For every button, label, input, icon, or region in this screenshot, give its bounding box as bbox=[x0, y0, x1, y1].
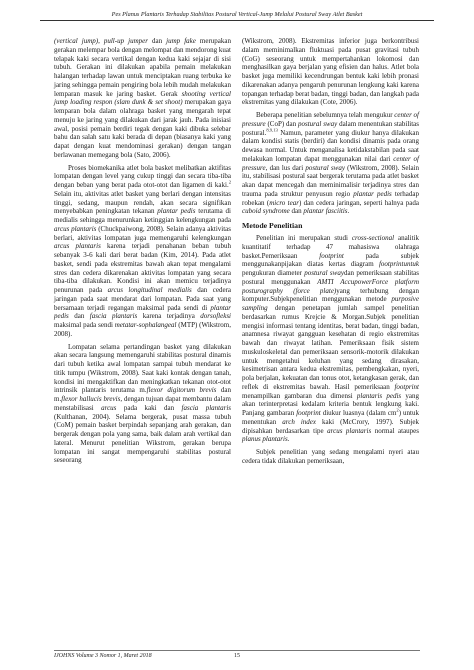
paragraph: Beberapa penelitian sebelumnya telah mengukur center of pressure (CoP) dan postural sway dalam menentukan stabilitas postural.$^{8,9,13}$ Namun, parameter yang diukur hanya dilakukan dalam kondisi statis (berdiri) dan kondisi dinamis pada orang dewasa normal. Untuk menganalisa ketidakstabilan pada saat melakukan lompatan dapat menggunakan nilai dari center of pressure, dan lus dari postural sway (Wikstrom, 2008). Selain itu, stabilisasi postural saat bergerak terutama pada atlet basket akan dapat mencegah dan meminimalisir terjadinya stres dan trauma pada struktur penyusun regio plantar pedis terhadap robekan (micro tear) dan cedera jaringan, seperti halnya pada cuboid syndrome dan plantar fasciitis. bbox=[242, 111, 420, 216]
right-column bbox=[242, 37, 419, 470]
journal-citation: IJOHNS Volume 3 Nomor 1, Maret 2018 bbox=[54, 653, 152, 659]
paragraph: Lompatan selama pertandingan basket yang dilakukan akan secara langsung memengaruhi stabilitas postural dinamis dari tubuh ketika awal lompatan sampai tubuh mendarat ke titik tumpu (Wikstrom, 2008). Saat kaki kontak dengan tanah, kondisi ini mengaktifkan dan meningkatkan tekanan otot-otot intrinsik plantaris terutama m.flexor digitorum brevis dan m.flexor hallucis brevis, dengan tujuan dapat membantu dalam menstabilisasi arcus pada kaki dan fascia plantaris (Kulthanan, 2004). Selama bergerak, pusat massa tubuh (CoM) pemain basket berpindah sepanjang arah gerakan, dan bergerak dengan pola yang sama, baik dalam arah vertikal dan lateral. Menurut penelitian Wikstrom, gerakan berupa lompatan ini sangat mempengaruhi stabilitas postural seseorang bbox=[54, 342, 231, 465]
paragraph: Subjek penelitian yang sedang mengalami nyeri atau cedera tidak dilakukan pemeriksaan, bbox=[242, 448, 419, 465]
paragraph: Penelitian ini merupakan studi cross-sectional analitik kuantitatif terhadap 47 mahasiswa olahraga basket.Pemeriksaan footprint pada subjek menggunakanpijakan diatas kertas diagram footprintuntuk pengukuran diameter postural swaydan pemeriksaan stabilitas postural menggunakan AMTI AccupowerForce platform posturography (force plate)yang terhubung dengan komputer.Subjekpenelitian menggunakan metode purposive sampling dengan penetapan jumlah sampel penelitian berdasarkan rumus Krejcie & Morgan.Subjek penelitian mengisi informasi tentang identitas, berat badan, tinggi badan, anamnesa riwayat gangguan kesehatan di regio ekstremitas bawah dan riwayat latihan. Pemeriksaan fisik sistem muskuloskeletal dan pemeriksaan sensorik-motorik dilakukan untuk mengetahui keluhan yang sedang dirasakan, kesimetrisan antara kedua ekstremitas, pembengkakan, nyeri, pola berjalan, kekuatan dan tonus otot, ketangkasan gerak, dan reflek di ekstremitas bawah. Hasil pemeriksaan footprint menampilkan gambaran dua dimensi plantaris pedis yang akan terinterpretasi kedalam kriteria bentuk lengkung kaki. Panjang gambaran footprint diukur luasnya (dalam $cm^2$) untuk menentukan arch index kaki (McCrory, 1997). Subjek dipisahkan berdasarkan tipe arcus plantaris normal ataupes planus plantaris. bbox=[242, 234, 420, 444]
left-column bbox=[54, 37, 231, 469]
page-footer bbox=[54, 650, 420, 659]
paragraph: Proses biomekanika atlet bola basket melibatkan aktifitas lompatan dengan level yang cukup tinggi dan secara tiba-tiba dengan beban yang berat pada otot-otot dan ligamen di kaki.$^2$ Selain itu, aktivitas atlet basket yang berlari dengan intensitas tinggi, sedang, maupun rendah, akan secara signifikan menyebabkan peningkatan tekanan plantar pedis terutama di medialis sehingga menurunkan ketinggian kelengkungan pada arcus plantaris (Chuckpaiwong, 2008). Selain adanya aktivitas berlari, aktivitas lompatan juga memengaruhi kelengkungan arcus plantaris karena terjadi penahanan beban tubuh sebanyak 3-6 kali dari berat badan (Kim, 2014). Pada atlet basket, sendi pada ekstremitas bawah akan tepat mengalami stres dan cedera dikarenakan aktivitas lompatan yang secara tiba-tiba dilakukan. Kondisi ini akan memicu terjadinya penurunan pada arcus longitudinal medialis dan cedera jaringan pada saat mendarat dari lompatan. Pada saat yang bersamaan terjadi regangan maksimal pada sendi di plantar pedis dan fascia plantaris karena terjadinya dorsofleksi maksimal pada sendi metatar-sophalangeal (MTP) (Wikstrom, 2008). bbox=[54, 163, 232, 338]
paragraph: (Wikstrom, 2008). Ekstremitas inferior juga berkontribusi dalam meminimalkan fluktuasi pada pusat gravitasi tubuh (CoG) seseorang untuk mempertahankan lokomosi dan menghasilkan gaya berjalan yang efisien dan halus. Atlet bola basket juga memiliki kecendrungan bentuk kaki lebih pronasi dikarenakan adanya pengaruh penurunan lengkung kaki karena topangan terhadap berat badan, tinggi badan, dan langkah pada ekstremitas yang dilakukan (Cote, 2006). bbox=[242, 37, 419, 107]
section-heading-methods: Metode Penelitian bbox=[242, 221, 303, 230]
paragraph: (vertical jump), pull-up jumper dan jump fake merupakan gerakan melempar bola dengan melompat dan mendorong kuat telapak kaki secara vertikal dengan kedua kaki sejajar di sisi tubuh. Gerakan ini dilakukan apabila pemain melakukan halangan terhadap lawan untuk menciptakan ruang terbuka ke jaring sehingga pemain pengiring bola lebih mudah melakukan lemparan masuk ke jaring basket. Gerak shooting vertical jump loading respon (slam dunk & set shoot) merupakan gaya lemparan bola dalam olahraga basket yang mengarah tepat menuju ke jaring yang dilakukan dari jarak jauh. Pada inisiasi awal, posisi pemain berdiri tegak dengan kaki dibuka selebar bahu dan salah satu kaki berada di depan (biasanya kaki yang dapat dengan kuat mendominasi gerakan) dengan tangan berlawanan memegang bola (Sato, 2006). bbox=[54, 37, 231, 159]
running-header: Pes Planus Plantaris Terhadap Stabilitas Postural Vertical-Jump Melalui Postural Sway Atlet Basket bbox=[40, 11, 434, 21]
page-number: 15 bbox=[234, 653, 240, 659]
